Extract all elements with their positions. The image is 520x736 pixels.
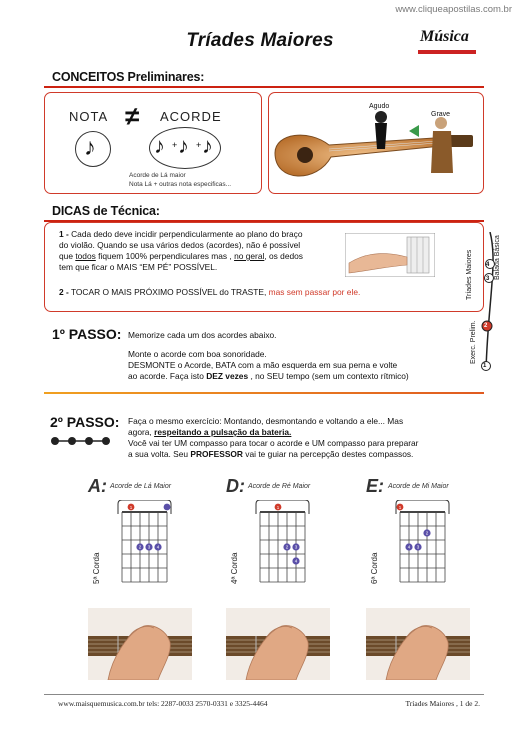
acorde-label: ACORDE (160, 109, 222, 124)
step-2-heading: 2º PASSO: (50, 414, 120, 430)
note-icon: ♪ (84, 134, 96, 161)
chord-card (88, 476, 208, 686)
finger-number: 4 (156, 544, 160, 550)
tip-text: que (59, 251, 76, 261)
note-icon: ♪ (154, 133, 165, 158)
logo (416, 24, 480, 66)
chord-letter: A: (88, 476, 107, 496)
tip-text: tem que ficar o MAIS “EM PÉ” POSSÍVEL. (59, 262, 218, 272)
finger-number: 2 (285, 544, 289, 550)
tip-text: fiquem 100% perpendiculares mas , (95, 251, 232, 261)
finger-number: 3 (416, 544, 420, 550)
nota-label: NOTA (69, 109, 109, 124)
logo-text: Música (420, 28, 469, 45)
concept-box-nota-acorde (44, 92, 262, 194)
note-icon: ♪ (178, 133, 189, 158)
chord-letter: D: (226, 476, 245, 496)
divider-line (44, 392, 484, 394)
step-text-line: ao acorde. Faça isto (128, 371, 207, 381)
rhythm-dots-icon (50, 434, 114, 448)
tip-text: do violão. Quando se usa vários dedos (acordes), não é possível (59, 240, 301, 250)
step-1-text (128, 330, 468, 382)
finger-number: 1 (129, 505, 133, 510)
finger-fretboard-illustration (345, 233, 435, 277)
tip-warning: mas sem passar por ele. (268, 287, 361, 297)
tip-text: , os dedos (264, 251, 303, 261)
finger-number: 3 (294, 544, 298, 550)
chord-hand-photo (366, 608, 470, 680)
chord-hand-photo (88, 608, 192, 680)
section-heading-dicas: DICAS de Técnica: (52, 204, 160, 218)
finger-number: 3 (147, 544, 151, 550)
plus-sign: + (172, 140, 178, 150)
step-emphasis: respeitando a pulsação da bateria. (154, 427, 292, 437)
tip-1 (59, 229, 359, 273)
tip-text: TOCAR O MAIS PRÓXIMO POSSÍVEL do TRASTE, (68, 287, 269, 297)
root-string-label: 5ª Corda (92, 552, 101, 584)
step-text-line: agora, (128, 427, 155, 437)
step-text-line: , no SEU tempo (sem um contexto rítmico) (248, 371, 409, 381)
plus-sign: + (196, 140, 202, 150)
chord-notes-circle (149, 127, 221, 169)
concept-box-guitar (268, 92, 484, 194)
step-emphasis: DEZ vezes (206, 371, 249, 381)
finger-number: 1 (276, 505, 280, 510)
chord-diagram (380, 500, 460, 600)
chord-letter: E: (366, 476, 384, 496)
site-url[interactable]: www.cliqueapostilas.com.br (395, 4, 512, 15)
step-text-line: a sua volta. Seu (128, 449, 191, 459)
chord-diagram (102, 500, 182, 600)
menu-item-balada[interactable]: Balada Básica (494, 235, 501, 280)
not-equal-icon: ≠ (125, 101, 140, 131)
agudo-label: Agudo (369, 103, 390, 110)
root-string-label: 6ª Corda (370, 552, 379, 584)
open-string-marker (164, 504, 171, 511)
finger-number: 1 (398, 505, 402, 510)
tip-number: 1 - (59, 229, 69, 239)
root-string-label: 4ª Corda (230, 552, 239, 584)
tip-underline: no geral (234, 251, 265, 261)
step-number[interactable]: 1 (483, 363, 487, 369)
chord-diagram (240, 500, 320, 600)
finger-number: 2 (425, 530, 429, 536)
chord-card (226, 476, 346, 686)
logo-bar (418, 50, 476, 54)
step-text-line: Faça o mesmo exercício: Montando, desmontando e voltando a ele... Mas (128, 416, 404, 426)
footer-divider (44, 694, 484, 695)
tip-text: Cada dedo deve incidir perpendicularmente ao plano do braço (68, 229, 303, 239)
step-emphasis: PROFESSOR (190, 449, 243, 459)
step-text-line: Memorize cada um dos acordes abaixo. (128, 330, 277, 340)
single-note-circle (75, 131, 111, 167)
menu-item-triades[interactable]: Tríades Maiores (466, 249, 473, 300)
step-1-heading: 1º PASSO: (52, 326, 122, 342)
tip-2 (59, 287, 459, 298)
step-number[interactable]: 3 (486, 276, 490, 282)
step-text-line: Você vai ter UM compasso para tocar o acorde e UM compasso para preparar (128, 438, 419, 448)
step-text-line: vai te guiar na percepção destes compassos. (242, 449, 414, 459)
footer-contact: www.maisquemusica.com.br tels: 2287-0033 2570-0331 e 3325-4464 (58, 699, 268, 708)
finger-number: 4 (407, 544, 411, 550)
note-icon: ♪ (202, 133, 213, 158)
page-title: Tríades Maiores (186, 30, 334, 51)
step-text-line: Monte o acorde com boa sonoridade. (128, 349, 267, 359)
step-number-current[interactable]: 2 (484, 323, 488, 329)
step-number[interactable]: 4 (486, 262, 490, 268)
chord-name: Acorde de Ré Maior (248, 483, 311, 490)
caption-line: Nota Lá + outras nota especificas... (129, 181, 232, 188)
footer-page-info: Tríades Maiores , 1 de 2. (405, 699, 480, 708)
tip-underline: todos (75, 251, 96, 261)
grave-label: Grave (431, 111, 451, 118)
finger-number: 4 (294, 558, 298, 564)
finger-number: 2 (138, 544, 142, 550)
tip-number: 2 - (59, 287, 69, 297)
menu-item-exerc[interactable]: Exerc. Prelim. (470, 320, 477, 364)
chord-name: Acorde de Mi Maior (388, 483, 449, 490)
chord-card (366, 476, 486, 686)
chord-hand-photo (226, 608, 330, 680)
divider-line (44, 86, 484, 88)
chord-name: Acorde de Lá Maior (110, 483, 172, 490)
caption-line: Acorde de Lá maior (129, 172, 186, 179)
step-2-text (128, 416, 478, 460)
section-heading-conceitos: CONCEITOS Preliminares: (52, 70, 205, 84)
step-text-line: DESMONTE o Acorde, BATA com a mão esquerda em sua perna e volte (128, 360, 398, 370)
dicas-box (44, 222, 484, 312)
